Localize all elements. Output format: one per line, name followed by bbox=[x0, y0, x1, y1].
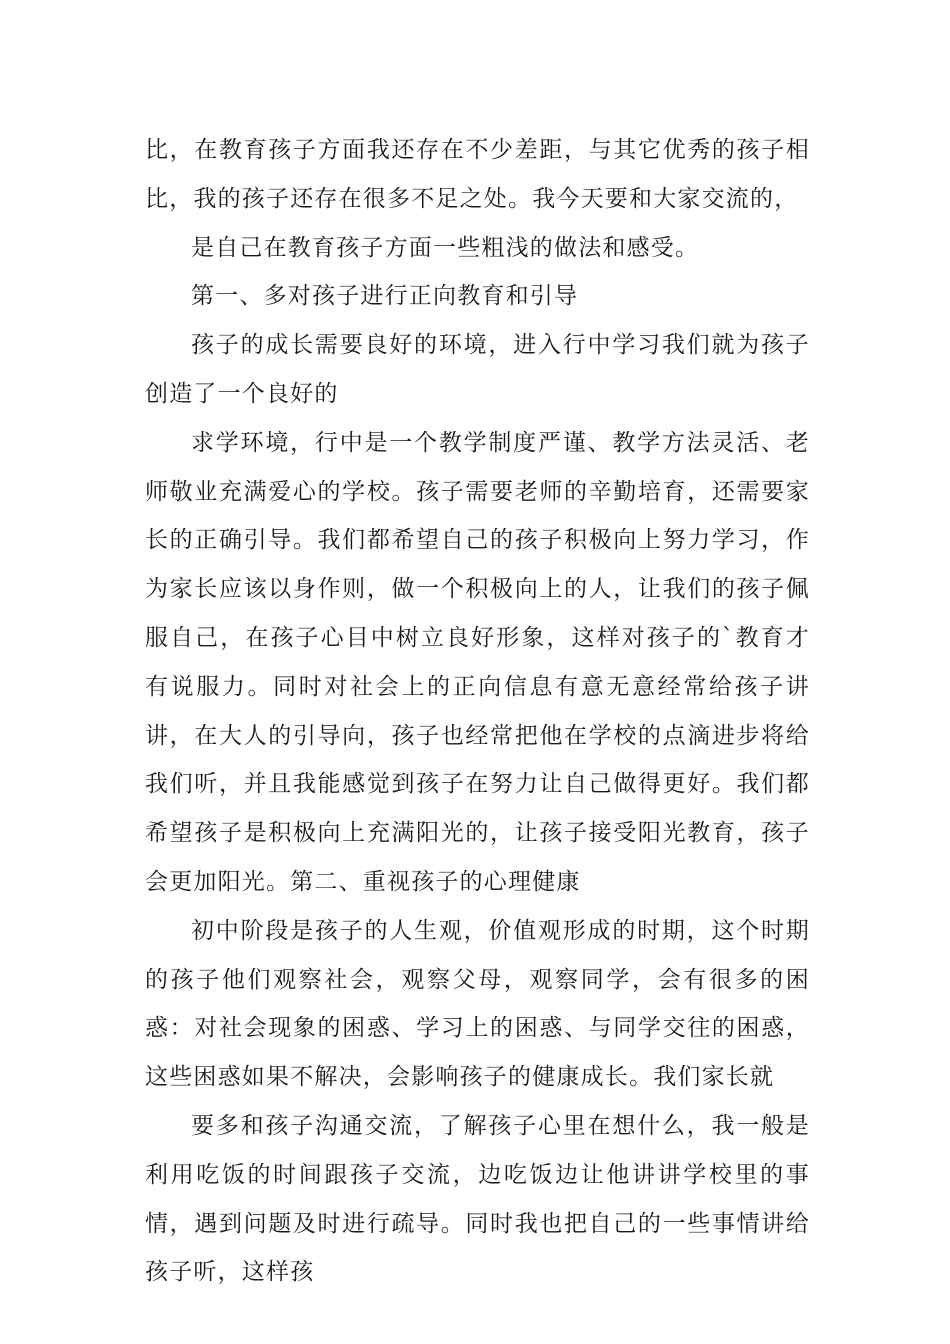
paragraph-1: 比，在教育孩子方面我还存在不少差距，与其它优秀的孩子相比，我的孩子还存在很多不足之处。我今天要和大家交流的， bbox=[145, 137, 810, 212]
paragraph-2: 是自己在教育孩子方面一些粗浅的做法和感受。 bbox=[191, 234, 700, 261]
paragraph-3: 孩子的成长需要良好的环境，进入行中学习我们就为孩子创造了一个良好的 bbox=[145, 332, 810, 407]
paragraph-6: 要多和孩子沟通交流，了解孩子心里在想什么，我一般是利用吃饭的时间跟孩子交流，边吃饭边让他讲讲学校里的事情，遇到问题及时进行疏导。同时我也把自己的一些事情讲给孩子听，这样孩 bbox=[145, 1112, 810, 1286]
paragraph-5: 初中阶段是孩子的人生观，价值观形成的时期，这个时期的孩子他们观察社会，观察父母，观察同学，会有很多的困惑：对社会现象的困惑、学习上的困惑、与同学交往的困惑，这些困惑如果不解决，会影响孩子的健康成长。我们家长就 bbox=[145, 917, 810, 1091]
paragraph-4: 求学环境，行中是一个教学制度严谨、教学方法灵活、老师敬业充满爱心的学校。孩子需要老师的辛勤培育，还需要家长的正确引导。我们都希望自己的孩子积极向上努力学习，作为家长应该以身作则，做一个积极向上的人，让我们的孩子佩服自己，在孩子心目中树立良好形象，这样对孩子的`教育才有说服力。同时对社会上的正向信息有意无意经常给孩子讲讲，在大人的引导向，孩子也经常把他在学校的点滴进步将给我们听，并且我能感觉到孩子在努力让自己做得更好。我们都希望孩子是积极向上充满阳光的，让孩子接受阳光教育，孩子会更加阳光。第二、重视孩子的心理健康 bbox=[145, 429, 810, 895]
document-body bbox=[145, 126, 810, 1297]
section-heading-1: 第一、多对孩子进行正向教育和引导 bbox=[191, 283, 579, 310]
